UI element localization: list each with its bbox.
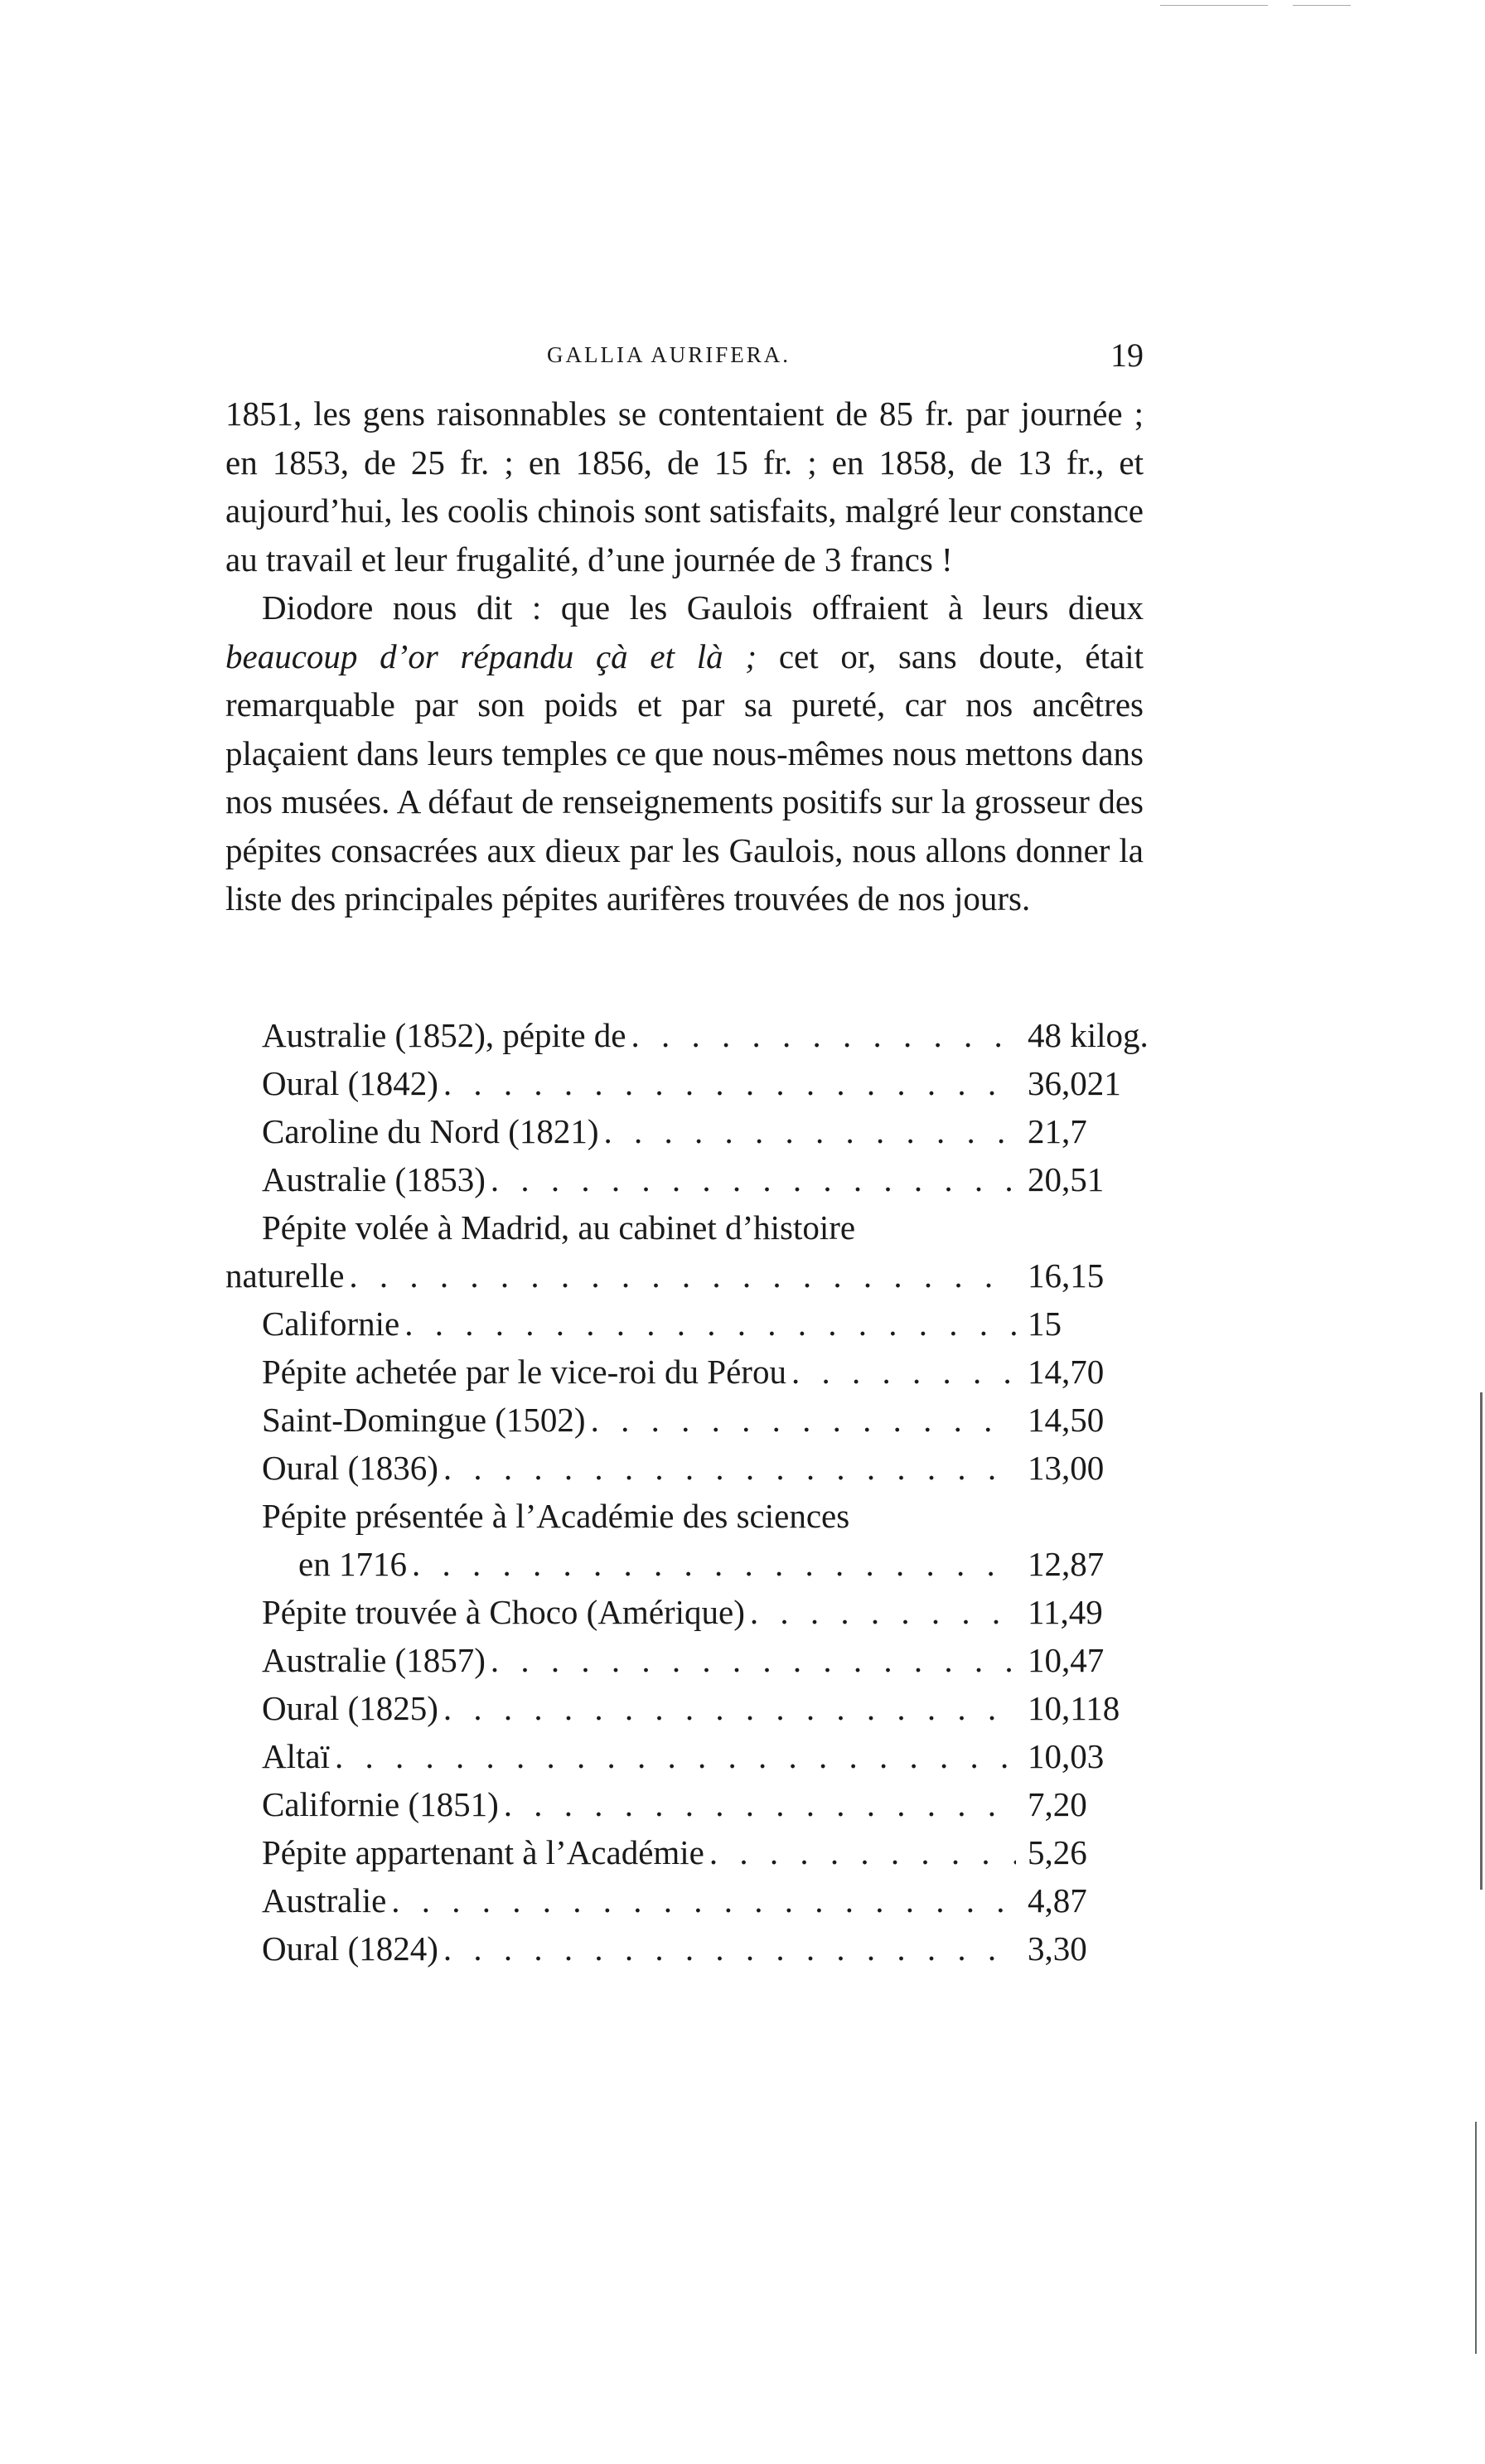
list-item — [225, 1159, 1144, 1208]
item-value: 20,51 — [1028, 1160, 1105, 1198]
item-value: 13,00 — [1028, 1449, 1105, 1487]
dot-leader — [407, 1544, 1016, 1584]
item-value: 10,118 — [1028, 1689, 1120, 1727]
item-label: Californie — [262, 1305, 400, 1343]
item-label: Pépite appartenant à l’Académie — [262, 1833, 704, 1871]
item-label: Oural (1836) — [262, 1449, 438, 1487]
list-item — [225, 1400, 1144, 1448]
list-item — [225, 1304, 1144, 1352]
item-label: Pépite achetée par le vice-roi du Pérou — [262, 1353, 786, 1391]
paragraph-2-quote: beaucoup d’or répandu çà et là ; — [225, 637, 757, 675]
paragraph-2-start: Diodore nous dit : que les Gaulois offraient à leurs dieux — [262, 588, 1144, 627]
dot-leader — [704, 1832, 1016, 1872]
dot-leader — [786, 1352, 1016, 1392]
list-item — [225, 1688, 1144, 1736]
item-value: 14,70 — [1028, 1353, 1105, 1391]
item-value: 15 — [1028, 1305, 1062, 1343]
item-label: Saint-Domingue (1502) — [262, 1401, 586, 1439]
dot-leader — [599, 1111, 1017, 1151]
list-item — [225, 1063, 1144, 1111]
list-item — [225, 1448, 1144, 1496]
dot-leader — [438, 1688, 1016, 1728]
paragraph-2 — [225, 583, 1144, 923]
item-value: 12,87 — [1028, 1545, 1105, 1583]
list-item — [225, 1832, 1144, 1881]
dot-leader — [626, 1015, 1016, 1055]
dot-leader — [499, 1784, 1016, 1824]
dot-leader — [386, 1881, 1016, 1920]
body-text — [225, 390, 1144, 923]
paragraph-2-end: cet or, sans doute, était remarquable par son poids et par sa pureté, car nos ancêtres plaçaient dans leurs temples ce que nous-mêmes nous mettons dans nos musées. A défaut de renseignements positifs sur la grosseur des pépites consacrées aux dieux par les Gaulois, nous allons donner la liste des principales pépites aurifères trouvées de nos jours. — [225, 637, 1144, 917]
dot-leader — [745, 1592, 1016, 1632]
item-value: 7,20 — [1028, 1785, 1087, 1823]
item-label: Caroline du Nord (1821) — [262, 1112, 599, 1150]
item-label: Altaï — [262, 1737, 330, 1775]
list-item — [225, 1592, 1144, 1640]
dot-leader — [344, 1256, 1016, 1295]
dot-leader — [438, 1929, 1016, 1968]
scan-edge-line — [1480, 1392, 1483, 1890]
item-value: 5,26 — [1028, 1833, 1087, 1871]
page-header — [224, 336, 1144, 385]
scan-edge-line — [1293, 5, 1351, 6]
list-item — [225, 1736, 1144, 1784]
item-value: 16,15 — [1028, 1256, 1105, 1295]
list-item — [225, 1640, 1144, 1688]
item-label: Pépite volée à Madrid, au cabinet d’histoire — [262, 1208, 856, 1247]
item-label: naturelle — [225, 1256, 345, 1295]
list-item — [225, 1208, 1144, 1256]
list-item — [225, 1352, 1144, 1400]
item-value: 11,49 — [1028, 1593, 1103, 1631]
dot-leader — [438, 1448, 1016, 1488]
dot-leader — [586, 1400, 1016, 1440]
page-number: 19 — [1110, 336, 1144, 374]
dot-leader — [399, 1304, 1016, 1343]
item-label: Australie (1853) — [262, 1160, 486, 1198]
dot-leader — [330, 1736, 1016, 1776]
item-label: Oural (1842) — [262, 1064, 438, 1102]
item-value: 48 kilog. — [1028, 1016, 1149, 1054]
dot-leader — [486, 1159, 1016, 1199]
list-item — [225, 1256, 1144, 1304]
item-label: Australie — [262, 1881, 387, 1919]
running-title: GALLIA AURIFERA. — [547, 342, 791, 367]
list-item — [225, 1544, 1144, 1592]
item-label: Pépite présentée à l’Académie des sciences — [262, 1497, 850, 1535]
list-item — [225, 1015, 1149, 1063]
nugget-list — [225, 1015, 1149, 1977]
list-item — [225, 1496, 1144, 1544]
list-item — [225, 1929, 1144, 1977]
item-value: 4,87 — [1028, 1881, 1087, 1919]
item-label: Oural (1824) — [262, 1929, 438, 1968]
item-value: 14,50 — [1028, 1401, 1105, 1439]
list-item — [225, 1881, 1144, 1929]
list-item — [225, 1784, 1144, 1832]
item-value: 3,30 — [1028, 1929, 1087, 1968]
item-label: Australie (1852), pépite de — [262, 1016, 626, 1054]
list-item — [225, 1111, 1144, 1159]
item-value: 21,7 — [1028, 1112, 1087, 1150]
scan-edge-line — [1475, 2122, 1477, 2354]
scan-edge-line — [1160, 5, 1268, 6]
item-label: Australie (1857) — [262, 1641, 486, 1679]
dot-leader — [486, 1640, 1016, 1680]
item-label: Oural (1825) — [262, 1689, 438, 1727]
item-value: 36,021 — [1028, 1064, 1121, 1102]
item-label: Californie (1851) — [262, 1785, 499, 1823]
item-value: 10,47 — [1028, 1641, 1105, 1679]
item-label: en 1716 — [298, 1545, 407, 1583]
item-label: Pépite trouvée à Choco (Amérique) — [262, 1593, 745, 1631]
dot-leader — [438, 1063, 1016, 1103]
paragraph-1: 1851, les gens raisonnables se contentaient de 85 fr. par journée ; en 1853, de 25 fr. ; en 1856, de 15 fr. ; en 1858, de 13 fr., et aujourd’hui, les coolis chinois sont satisfaits, malgré leur constance au travail et leur frugalité, d’une journée de 3 francs ! — [225, 395, 1144, 578]
item-value: 10,03 — [1028, 1737, 1105, 1775]
